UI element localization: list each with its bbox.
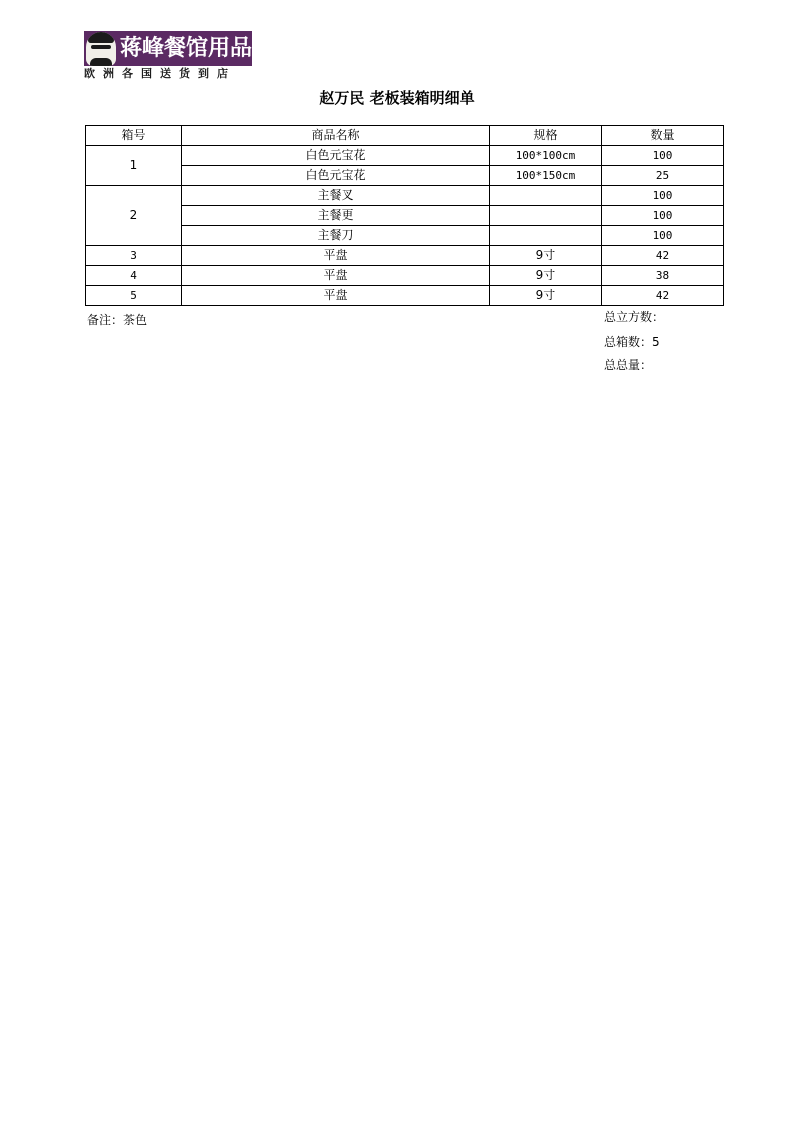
quantity-cell: 100 bbox=[602, 146, 724, 166]
total-weight-label: 总总量： bbox=[604, 358, 653, 372]
spec-cell: 9寸 bbox=[490, 246, 602, 266]
table-row bbox=[86, 166, 724, 186]
portrait-icon bbox=[86, 32, 116, 66]
table-row bbox=[86, 206, 724, 226]
quantity-cell: 100 bbox=[602, 226, 724, 246]
quantity-cell: 42 bbox=[602, 246, 724, 266]
remark-note: 备注：茶色 bbox=[87, 313, 148, 327]
box-number-cell: 3 bbox=[86, 246, 182, 266]
table-row bbox=[86, 146, 724, 166]
box-number-cell: 1 bbox=[86, 146, 182, 186]
quantity-cell: 100 bbox=[602, 186, 724, 206]
quantity-cell: 42 bbox=[602, 286, 724, 306]
product-name-cell: 白色元宝花 bbox=[182, 166, 490, 186]
total-volume-label: 总立方数： bbox=[604, 310, 665, 324]
spec-cell bbox=[490, 186, 602, 206]
header-quantity: 数量 bbox=[602, 126, 724, 146]
table-row bbox=[86, 186, 724, 206]
quantity-cell: 25 bbox=[602, 166, 724, 186]
product-name-cell: 平盘 bbox=[182, 286, 490, 306]
spec-cell: 9寸 bbox=[490, 266, 602, 286]
spec-cell: 9寸 bbox=[490, 286, 602, 306]
table-row bbox=[86, 246, 724, 266]
product-name-cell: 平盘 bbox=[182, 246, 490, 266]
header-box-number: 箱号 bbox=[86, 126, 182, 146]
logo-banner bbox=[84, 31, 252, 66]
table-header-row bbox=[86, 126, 724, 146]
spec-cell bbox=[490, 206, 602, 226]
product-name-cell: 平盘 bbox=[182, 266, 490, 286]
box-number-cell: 5 bbox=[86, 286, 182, 306]
product-name-cell: 主餐叉 bbox=[182, 186, 490, 206]
table-row bbox=[86, 286, 724, 306]
table-row bbox=[86, 266, 724, 286]
product-name-cell: 主餐刀 bbox=[182, 226, 490, 246]
packing-table bbox=[85, 125, 724, 306]
total-boxes-label: 总箱数：5 bbox=[604, 335, 660, 349]
quantity-cell: 38 bbox=[602, 266, 724, 286]
logo-slogan: 欧洲各国送货到店 bbox=[84, 67, 236, 80]
spec-cell: 100*100cm bbox=[490, 146, 602, 166]
table-row bbox=[86, 226, 724, 246]
document-title: 赵万民 老板装箱明细单 bbox=[319, 89, 475, 107]
product-name-cell: 白色元宝花 bbox=[182, 146, 490, 166]
spec-cell: 100*150cm bbox=[490, 166, 602, 186]
brand-logo bbox=[84, 31, 252, 81]
header-product-name: 商品名称 bbox=[182, 126, 490, 146]
box-number-cell: 4 bbox=[86, 266, 182, 286]
logo-brand-name: 蒋峰餐馆用品 bbox=[120, 36, 253, 61]
quantity-cell: 100 bbox=[602, 206, 724, 226]
header-spec: 规格 bbox=[490, 126, 602, 146]
product-name-cell: 主餐更 bbox=[182, 206, 490, 226]
spec-cell bbox=[490, 226, 602, 246]
box-number-cell: 2 bbox=[86, 186, 182, 246]
